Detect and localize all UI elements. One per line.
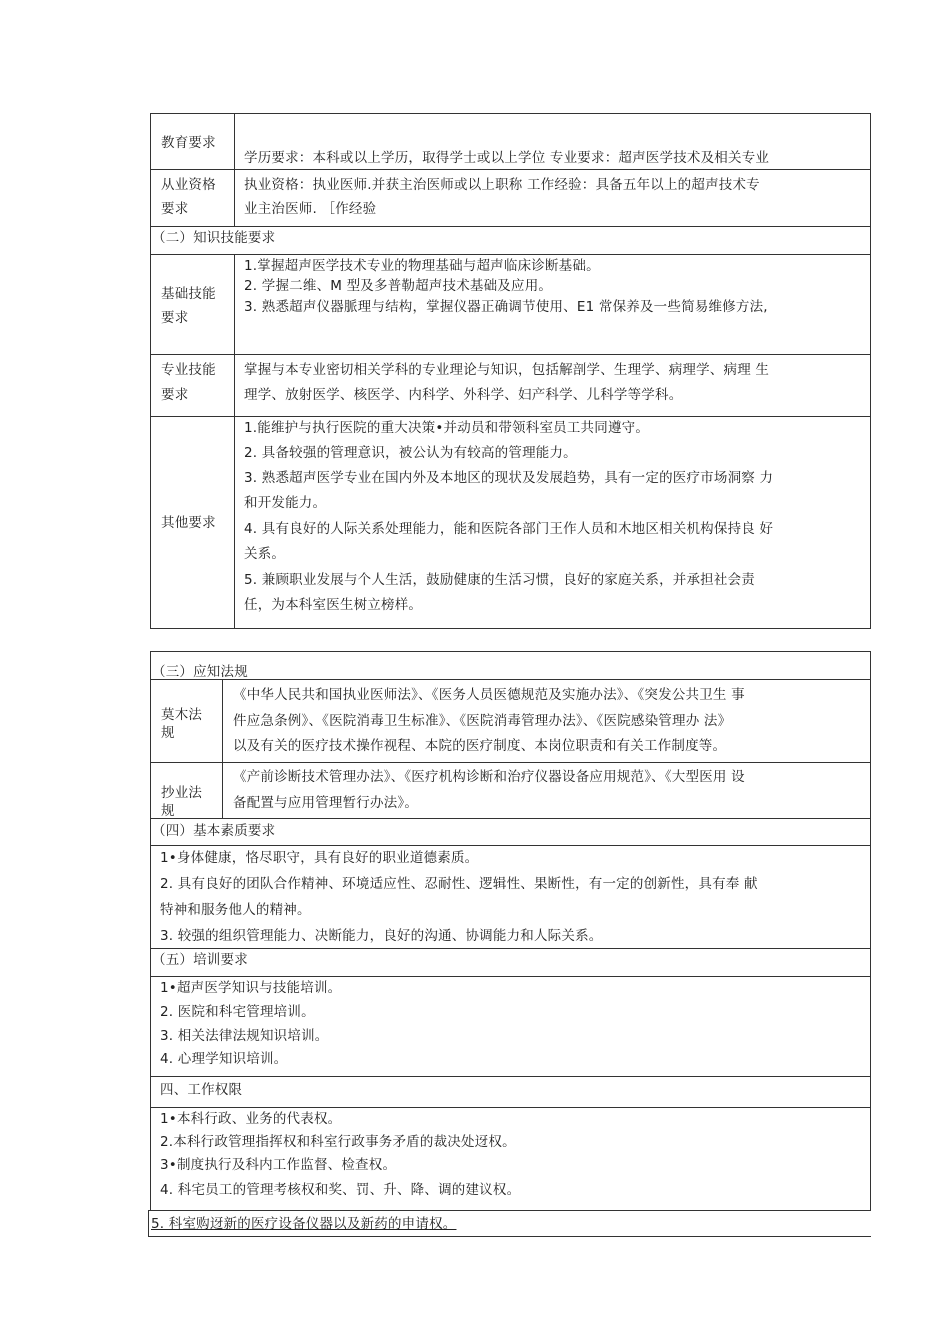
- basic-regulations-line: 以及有关的医疗技术操作视程、本院的医疗制度、本岗位职责和有关工作制度等。: [233, 738, 727, 754]
- basic-skill-item: 1.掌握超声医学技术专业的物理基础与超声临床诊断基础。: [244, 258, 600, 274]
- basic-regulations-label: 莫木法: [161, 707, 203, 723]
- basic-skills-label: 基础技能: [161, 286, 216, 302]
- training-line: 4. 心理学知识培训。: [160, 1051, 288, 1067]
- professional-regulations-label-2: 规: [161, 803, 175, 819]
- authority-last-item: 5. 科室购迓新的医疗设备仪器以及新药的申请权。: [151, 1216, 457, 1232]
- authority-line: 1•本科行政、业务的代表权。: [160, 1111, 342, 1127]
- authority-line: 2.本科行政管理指挥权和科室行政事务矛盾的裁决处迓权。: [160, 1134, 516, 1150]
- professional-skills-line: 掌握与本专业密切相关学科的专业理论与知识，包括解剖学、生理学、病理学、病理 生: [244, 362, 770, 378]
- other-requirement-line: 2. 具备较强的管理意识，被公认为有较高的管理能力。: [244, 445, 577, 461]
- other-requirement-line: 4. 具有良好的人际关系处理能力，能和医院各部门王作人员和木地区相关机构保持良 好: [244, 521, 774, 537]
- professional-skills-label-2: 要求: [161, 387, 189, 403]
- authority-line: 4. 科宅员工的管理考核权和奖、罚、升、降、调的建议权。: [160, 1182, 521, 1198]
- basic-regulations-label-2: 规: [161, 725, 175, 741]
- other-requirements-label: 其他要求: [161, 515, 216, 531]
- qualification-content-line: 执业资格：执业医师.并获主治医师或以上职称 工作经验：具备五年以上的超声技术专: [244, 177, 760, 193]
- section-title-training: （五）培训要求: [152, 952, 248, 968]
- basic-skill-item: 3. 熟悉超声仪器脈理与结构，掌握仪器正确调节使用、E1 常保养及一些简易维修方法,: [244, 299, 768, 315]
- section-title-work-authority: 四、工作权限: [160, 1082, 243, 1098]
- training-line: 2. 医院和科宅管理培训。: [160, 1004, 315, 1020]
- professional-regulations-line: 备配置与应用管理暂行办法》。: [233, 795, 419, 811]
- quality-line: 3. 较强的组织管理能力、决断能力，良好的沟通、协调能力和人际关系。: [160, 928, 603, 944]
- professional-regulations-line: 《产前诊断技术管理办法》、《医疗机构诊断和治疗仪器设备应用规范》、《大型医用 设: [233, 769, 745, 785]
- other-requirement-line: 1.能维护与执行医院的重大决策•并动员和带领科室员工共同遵守。: [244, 420, 650, 436]
- qualification-label-2: 要求: [161, 201, 189, 217]
- other-requirement-line: 和开发能力。: [244, 495, 327, 511]
- quality-line: 2. 具有良好的团队合作精神、环境适应性、忍耐性、逻辑性、果断性，有一定的创新性，具有奉 献: [160, 876, 758, 892]
- other-requirement-line: 关系。: [244, 546, 286, 562]
- section-title-knowledge-skills: （二）知识技能要求: [152, 230, 276, 246]
- basic-skills-label-2: 要求: [161, 310, 189, 326]
- quality-line: 1•身体健康，恪尽职守，具有良好的职业道德素质。: [160, 850, 479, 866]
- training-line: 3. 相关法律法规知识培训。: [160, 1028, 329, 1044]
- education-label: 教育要求: [161, 135, 216, 151]
- basic-regulations-line: 件应急条例》、《医院消毒卫生标准》、《医院消毒管理办法》、《医院感染管理办 法》: [233, 713, 732, 729]
- other-requirement-line: 3. 熟悉超声医学专业在国内外及本地区的现状及发展趋势，具有一定的医疗市场洞察 力: [244, 470, 774, 486]
- qualification-content-line: 业主治医师. ［作经验: [244, 201, 377, 217]
- professional-regulations-label: 抄业法: [161, 785, 203, 801]
- basic-regulations-line: 《中华人民共和国执业医师法》、《医务人员医德规范及实施办法》、《突发公共卫生 事: [233, 687, 745, 703]
- other-requirement-line: 任，为本科室医生树立榜样。: [244, 597, 423, 613]
- qualification-label: 从业资格: [161, 177, 216, 193]
- other-requirement-line: 5. 兼顾职业发展与个人生活，鼓励健康的生活习惯，良好的家庭关系，并承担社会责: [244, 572, 755, 588]
- professional-skills-label: 专业技能: [161, 362, 216, 378]
- section-title-basic-quality: （四）基本素质要求: [152, 823, 276, 839]
- basic-skill-item: 2. 学握二维、M 型及多普勒超声技术基础及应用。: [244, 278, 553, 294]
- education-content: 学历要求：本科或以上学历，取得学士或以上学位 专业要求：超声医学技术及相关专业: [244, 150, 770, 166]
- section-title-regulations: （三）应知法规: [152, 664, 248, 680]
- authority-line: 3•制度执行及科内工作监督、检查权。: [160, 1157, 397, 1173]
- training-line: 1•超声医学知识与技能培训。: [160, 980, 342, 996]
- professional-skills-line: 理学、放射医学、核医学、内科学、外科学、妇产科学、儿科学等学科。: [244, 387, 683, 403]
- quality-line: 特神和服务他人的精神。: [160, 902, 311, 918]
